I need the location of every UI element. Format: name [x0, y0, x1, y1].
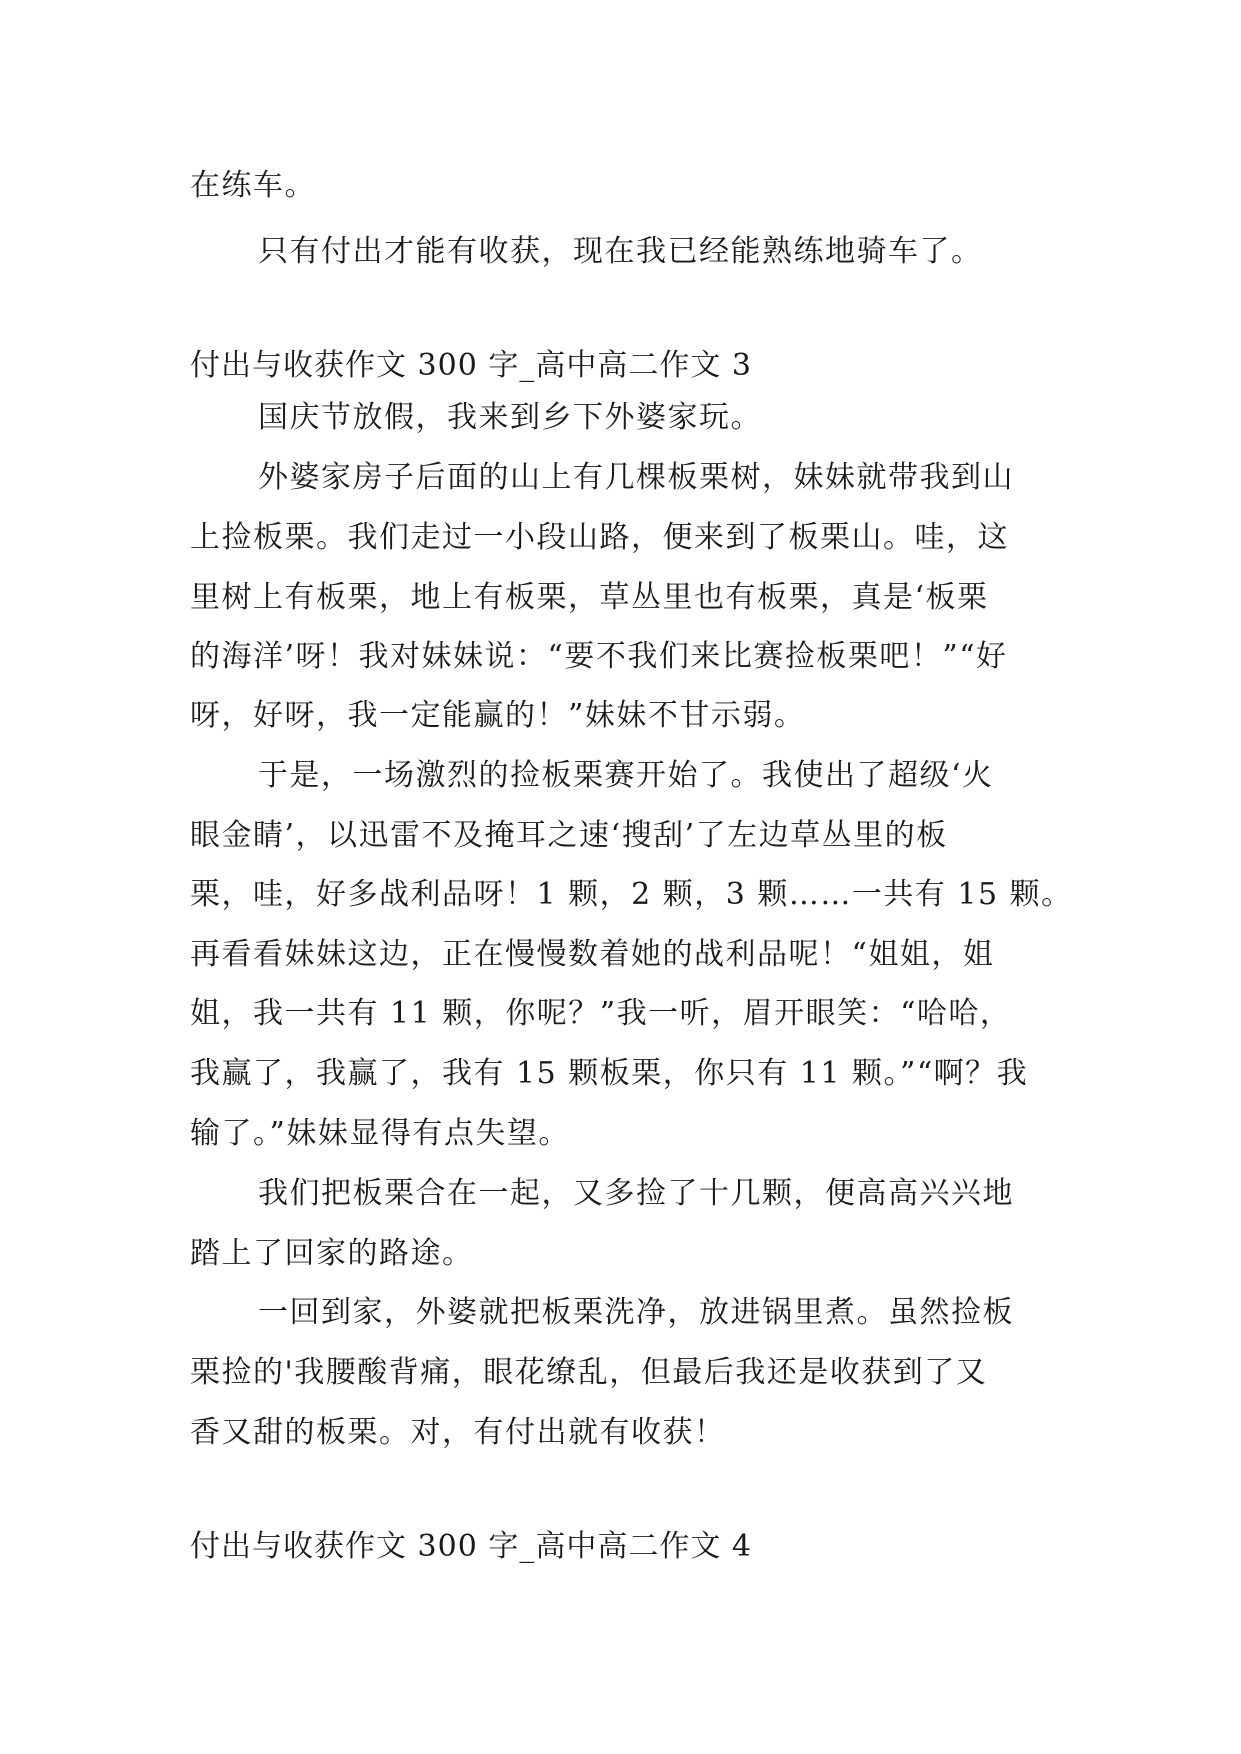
- paragraph-line: 踏上了回家的路途。: [190, 1236, 474, 1271]
- section-heading: 付出与收获作文 300 字_高中高二作文 4: [190, 1529, 752, 1564]
- paragraph-line: 上捡板栗。我们走过一小段山路，便来到了板栗山。哇，这: [190, 520, 1009, 555]
- paragraph-line: 外婆家房子后面的山上有几棵板栗树，妹妹就带我到山: [258, 460, 1014, 495]
- paragraph-line: 栗，哇，好多战利品呀！1 颗，2 颗，3 颗……一共有 15 颗。: [190, 877, 1073, 912]
- paragraph-line: 呀，好呀，我一定能赢的！”妹妹不甘示弱。: [190, 698, 806, 733]
- paragraph-line: 再看看妹妹这边，正在慢慢数着她的战利品呢！“姐姐，姐: [190, 937, 995, 972]
- paragraph-line: 眼金睛’，以迅雷不及掩耳之速‘搜刮’了左边草丛里的板: [190, 818, 948, 853]
- paragraph-line: 在练车。: [190, 168, 316, 203]
- paragraph-line: 的海洋’呀！我对妹妹说：“要不我们来比赛捡板栗吧！”“好: [190, 639, 1008, 674]
- paragraph-line: 栗捡的'我腰酸背痛，眼花缭乱，但最后我还是收获到了又: [190, 1355, 988, 1390]
- paragraph-line: 我们把板栗合在一起，又多捡了十几颗，便高高兴兴地: [258, 1176, 1014, 1211]
- paragraph-line: 里树上有板栗，地上有板栗，草丛里也有板栗，真是‘板栗: [190, 580, 989, 615]
- paragraph-line: 国庆节放假，我来到乡下外婆家玩。: [258, 400, 762, 435]
- paragraph-line: 香又甜的板栗。对，有付出就有收获！: [190, 1415, 726, 1450]
- paragraph-line: 我赢了，我赢了，我有 15 颗板栗，你只有 11 颗。”“啊？我: [190, 1056, 1029, 1091]
- section-heading: 付出与收获作文 300 字_高中高二作文 3: [190, 348, 752, 383]
- paragraph-line: 输了。”妹妹显得有点失望。: [190, 1116, 570, 1151]
- paragraph-line: 姐，我一共有 11 颗，你呢？”我一听，眉开眼笑：“哈哈，: [190, 996, 1012, 1031]
- paragraph-line: 只有付出才能有收获，现在我已经能熟练地骑车了。: [258, 234, 983, 269]
- paragraph-line: 一回到家，外婆就把板栗洗净，放进锅里煮。虽然捡板: [258, 1295, 1014, 1330]
- paragraph-line: 于是，一场激烈的捡板栗赛开始了。我使出了超级‘火: [258, 758, 994, 793]
